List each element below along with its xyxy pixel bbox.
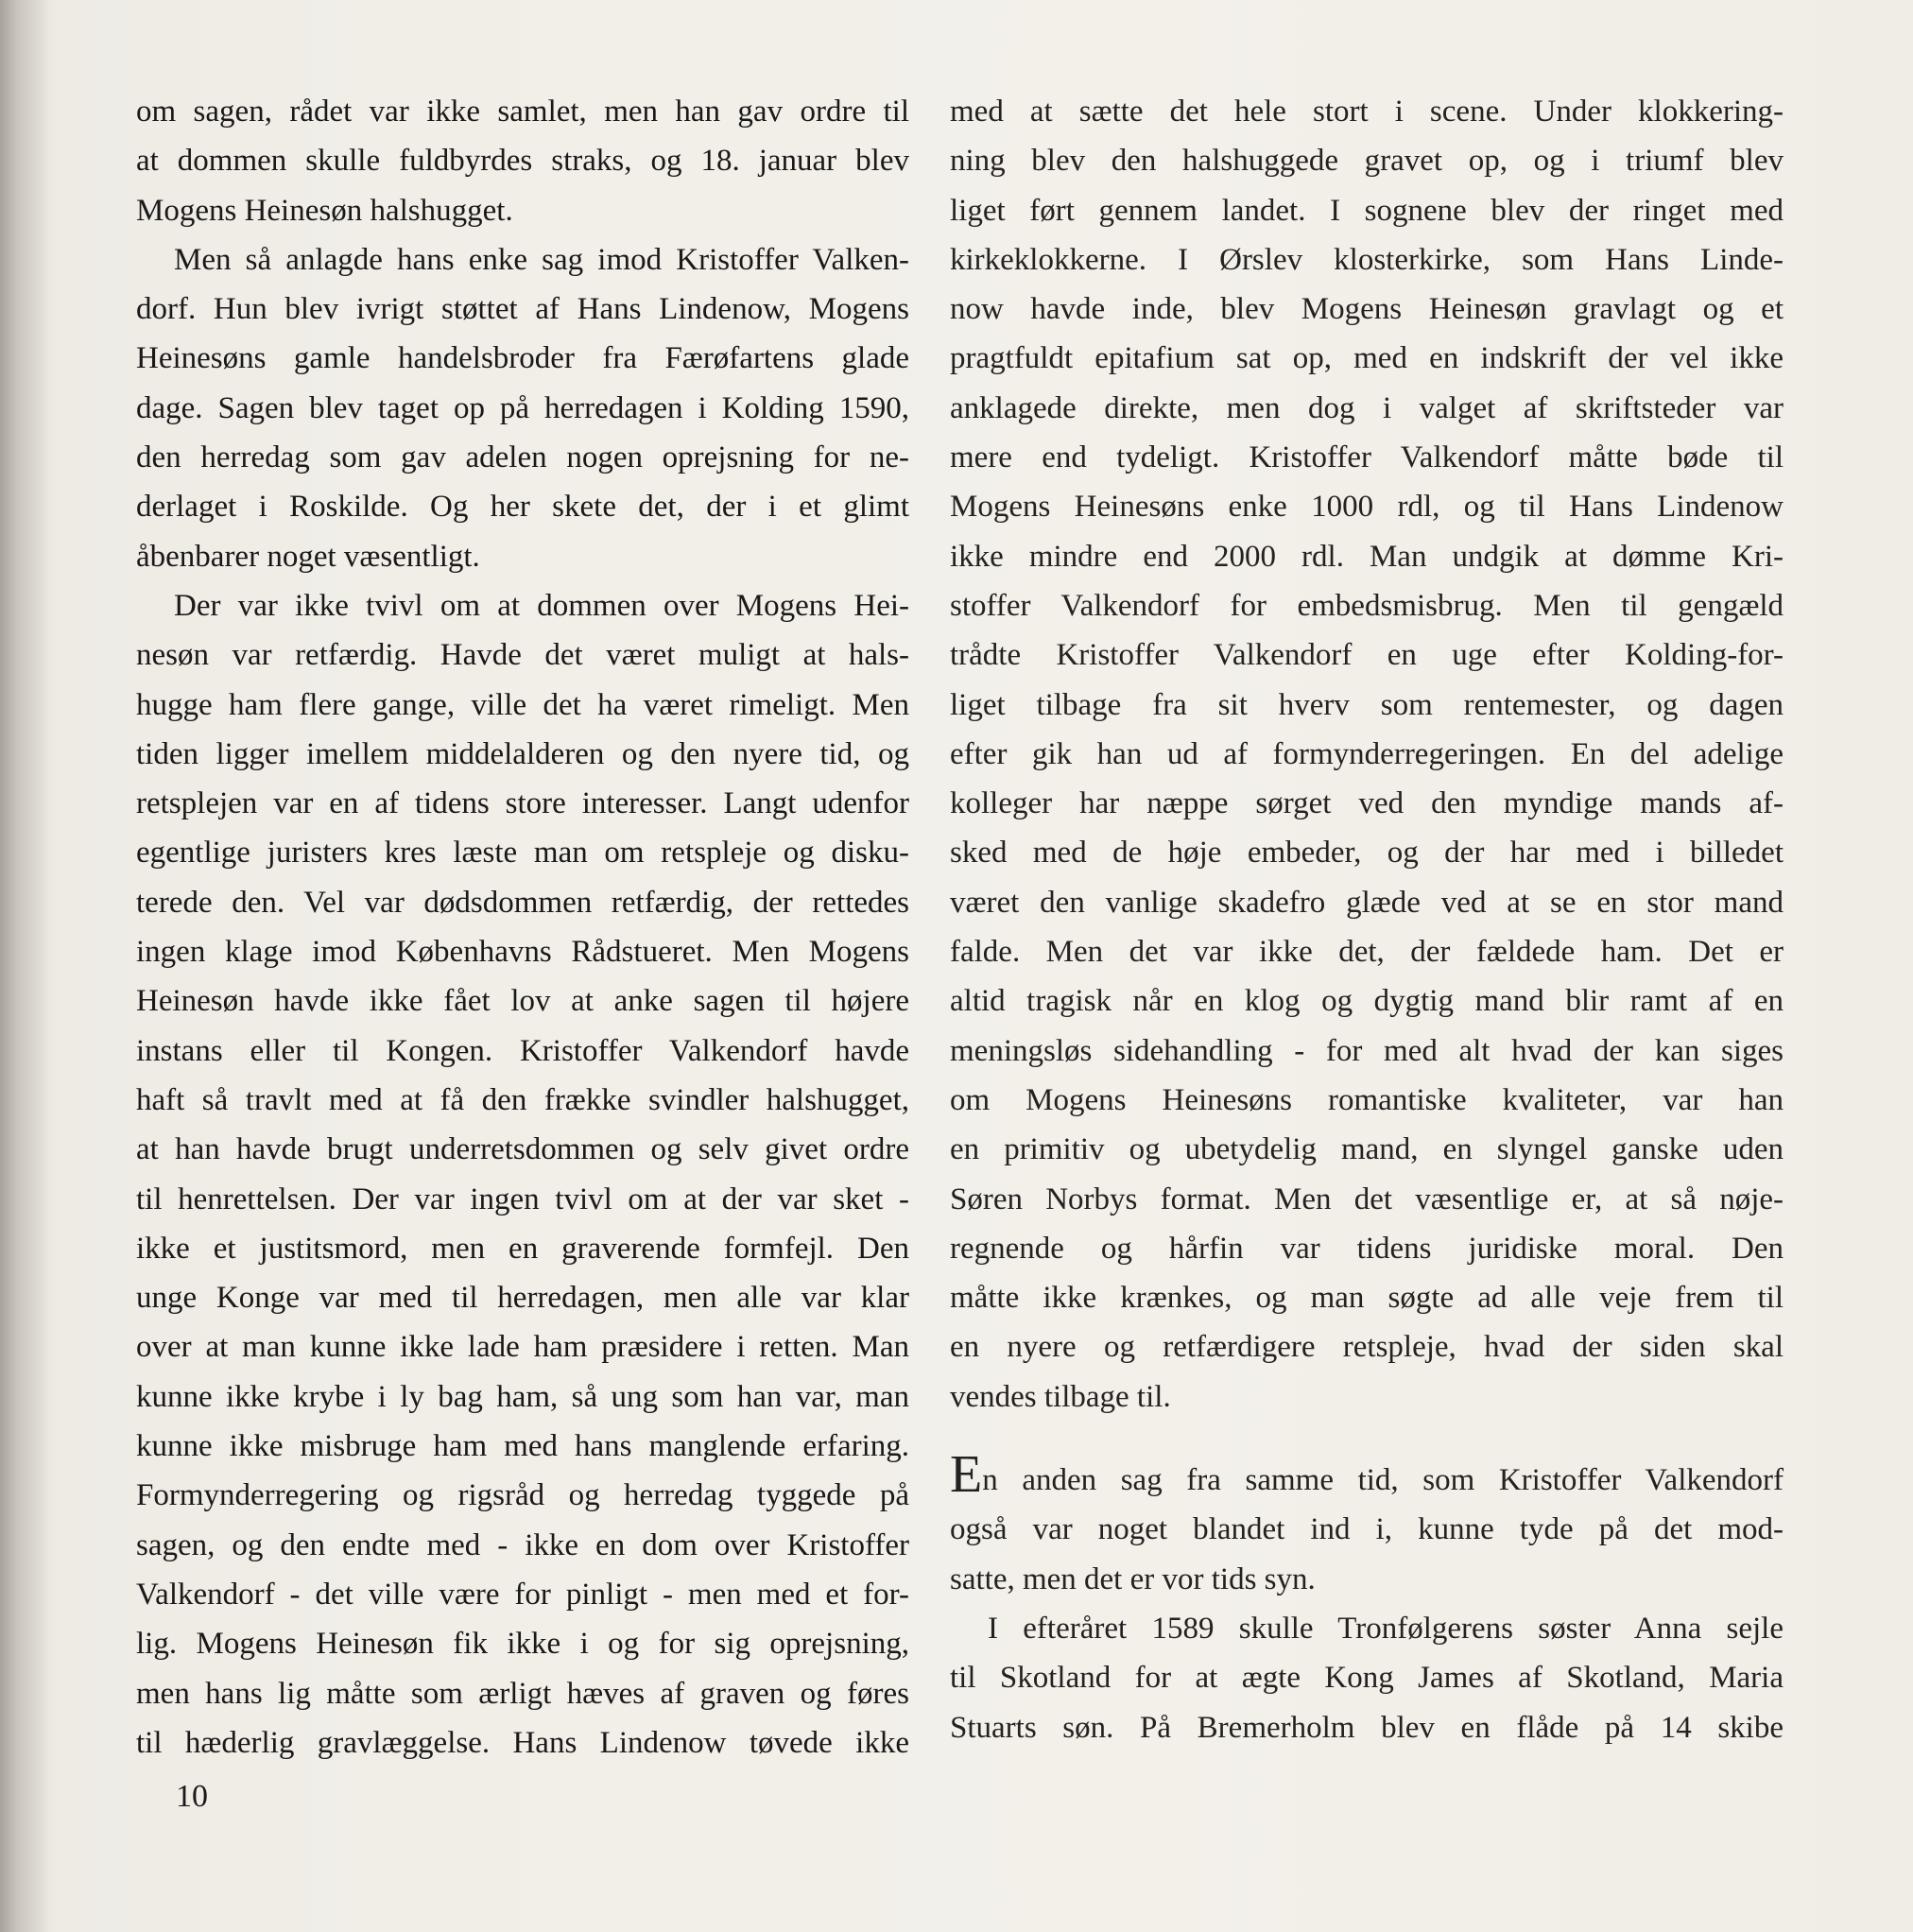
text-line: men hans lig måtte som ærligt hæves af graven og føres — [136, 1676, 909, 1711]
text-line: nesøn var retfærdig. Havde det været muligt at hals- — [136, 638, 909, 673]
left-text-column — [136, 87, 909, 1768]
text-line: Søren Norbys format. Men det væsentlige er, at så nøje- — [950, 1182, 1784, 1216]
text-line: åbenbarer noget væsentligt. — [136, 539, 480, 574]
text-line: været den vanlige skadefro glæde ved at se en stor mand — [950, 885, 1784, 920]
text-line: retsplejen var en af tidens store interesser. Langt udenfor — [136, 786, 909, 821]
text-line: ning blev den halshuggede gravet op, og i triumf blev — [950, 144, 1784, 179]
text-line: satte, men det er vor tids syn. — [950, 1561, 1316, 1596]
text-line: at han havde brugt underretsdommen og selv givet ordre — [136, 1132, 909, 1167]
text-line: Valkendorf - det ville være for pinligt - men med et for- — [136, 1577, 909, 1612]
text-line: dage. Sagen blev taget op på herredagen i Kolding 1590, — [136, 390, 909, 425]
text-line: over at man kunne ikke lade ham præsidere i retten. Man — [136, 1330, 909, 1365]
text-line: en nyere og retfærdigere retspleje, hvad der siden skal — [950, 1330, 1784, 1365]
text-line: til hæderlig gravlæggelse. Hans Lindenow tøvede ikke — [136, 1725, 909, 1760]
text-line: om sagen, rådet var ikke samlet, men han gav ordre til — [136, 95, 909, 129]
text-line: måtte ikke krænkes, og man søgte ad alle veje frem til — [950, 1281, 1784, 1316]
text-line: falde. Men det var ikke det, der fældede ham. Det er — [950, 935, 1784, 970]
text-line: pragtfuldt epitafium sat op, med en indskrift der vel ikke — [950, 341, 1784, 376]
section-first-line — [950, 1445, 1784, 1505]
text-line: at dommen skulle fuldbyrdes straks, og 18. januar blev — [136, 144, 909, 179]
text-line: kirkeklokkerne. I Ørslev klosterkirke, som Hans Linde- — [950, 242, 1784, 277]
text-line: den herredag som gav adelen nogen oprejsning for ne- — [136, 440, 909, 475]
text-line: vendes tilbage til. — [950, 1379, 1171, 1414]
text-line: til Skotland for at ægte Kong James af Skotland, Maria — [950, 1661, 1784, 1696]
text-line: Mogens Heinesøns enke 1000 rdl, og til Hans Lindenow — [950, 490, 1784, 525]
text-line: Heinesøns gamle handelsbroder fra Færøfartens glade — [136, 341, 909, 376]
text-line: anklagede direkte, men dog i valget af skriftsteder var — [950, 390, 1784, 425]
text-line: instans eller til Kongen. Kristoffer Valkendorf havde — [136, 1033, 909, 1068]
text-line: ikke mindre end 2000 rdl. Man undgik at dømme Kri- — [950, 539, 1784, 574]
text-line: Heinesøn havde ikke fået lov at anke sagen til højere — [136, 984, 909, 1019]
text-line: Mogens Heinesøn halshugget. — [136, 193, 513, 228]
text-line: Der var ikke tvivl om at dommen over Mogens Hei- — [174, 588, 909, 623]
text-line: kunne ikke misbruge ham med hans manglende erfaring. — [136, 1429, 909, 1464]
text-line: I efteråret 1589 skulle Tronfølgerens søster Anna sejle — [988, 1611, 1784, 1646]
text-line: lig. Mogens Heinesøn fik ikke i og for sig oprejsning, — [136, 1627, 909, 1662]
text-line: stoffer Valkendorf for embedsmisbrug. Men til gengæld — [950, 588, 1784, 623]
right-text-column — [950, 87, 1784, 1752]
text-line: derlaget i Roskilde. Og her skete det, der i et glimt — [136, 490, 909, 525]
text-line: liget tilbage fra sit hverv som rentemester, og dagen — [950, 687, 1784, 722]
text-line: tiden ligger imellem middelalderen og den nyere tid, og — [136, 736, 909, 771]
drop-cap: E — [950, 1445, 983, 1505]
text-line: now havde inde, blev Mogens Heinesøn gravlagt og et — [950, 292, 1784, 327]
section-break — [950, 1422, 1784, 1456]
text-line: kunne ikke krybe i ly bag ham, så ung som han var, man — [136, 1379, 909, 1414]
text-line: til henrettelsen. Der var ingen tvivl om at der var sket - — [136, 1182, 909, 1216]
text-line: sked med de høje embeder, og der har med i billedet — [950, 836, 1784, 871]
text-line: egentlige juristers kres læste man om retspleje og disku- — [136, 836, 909, 871]
text-line: dorf. Hun blev ivrigt støttet af Hans Lindenow, Mogens — [136, 292, 909, 327]
text-line: om Mogens Heinesøns romantiske kvaliteter, var han — [950, 1082, 1784, 1117]
first-line-text: n anden sag fra samme tid, som Kristoffer Valkendorf — [982, 1463, 1784, 1498]
text-line: Stuarts søn. På Bremerholm blev en flåde på 14 skibe — [950, 1710, 1784, 1745]
text-line: ikke et justitsmord, men en graverende formfejl. Den — [136, 1231, 909, 1266]
text-line: en primitiv og ubetydelig mand, en slyngel ganske uden — [950, 1132, 1784, 1167]
page-number: 10 — [176, 1779, 208, 1814]
text-line: haft så travlt med at få den frække svindler halshugget, — [136, 1082, 909, 1117]
text-line: Formynderregering og rigsråd og herredag tyggede på — [136, 1478, 909, 1513]
text-line: sagen, og den endte med - ikke en dom over Kristoffer — [136, 1527, 909, 1562]
text-line: regnende og hårfin var tidens juridiske moral. Den — [950, 1231, 1784, 1266]
text-line: ingen klage imod Københavns Rådstueret. Men Mogens — [136, 935, 909, 970]
text-line: Men så anlagde hans enke sag imod Kristoffer Valken- — [174, 242, 909, 277]
text-line: med at sætte det hele stort i scene. Under klokkering- — [950, 95, 1784, 129]
text-line: altid tragisk når en klog og dygtig mand blir ramt af en — [950, 984, 1784, 1019]
text-line: trådte Kristoffer Valkendorf en uge efter Kolding-for- — [950, 638, 1784, 673]
book-binding — [0, 0, 49, 1932]
text-line: terede den. Vel var dødsdommen retfærdig, der rettedes — [136, 885, 909, 920]
text-line: efter gik han ud af formynderregeringen. En del adelige — [950, 736, 1784, 771]
text-line: mere end tydeligt. Kristoffer Valkendorf måtte bøde til — [950, 440, 1784, 475]
text-line: meningsløs sidehandling - for med alt hvad der kan siges — [950, 1033, 1784, 1068]
text-line: også var noget blandet ind i, kunne tyde på det mod- — [950, 1512, 1784, 1547]
text-line: unge Konge var med til herredagen, men alle var klar — [136, 1281, 909, 1316]
text-line: kolleger har næppe sørget ved den myndige mands af- — [950, 786, 1784, 821]
text-line: hugge ham flere gange, ville det ha været rimeligt. Men — [136, 687, 909, 722]
text-line: liget ført gennem landet. I sognene blev der ringet med — [950, 193, 1784, 228]
